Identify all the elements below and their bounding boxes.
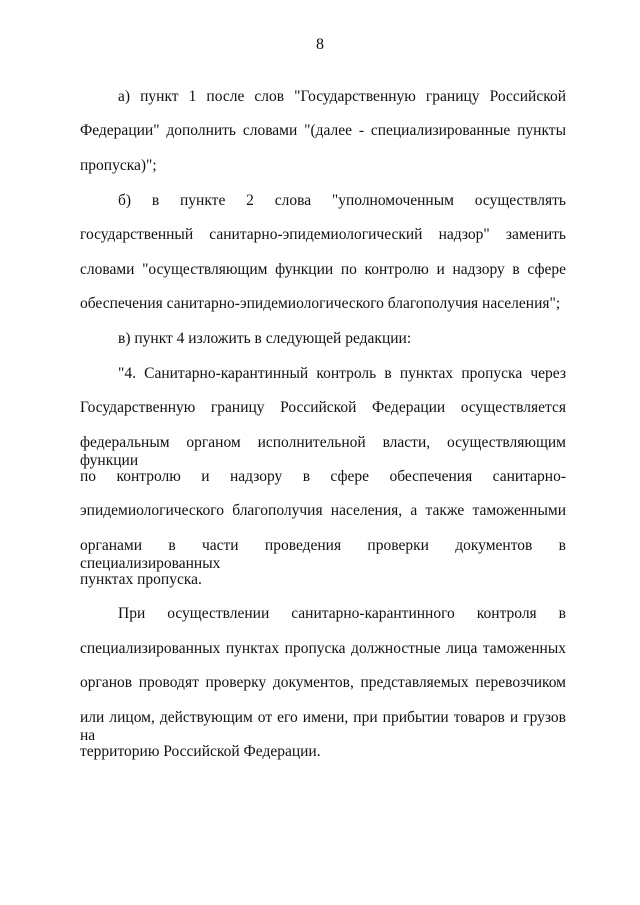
text-line: органами в части проведения проверки документов в специализированных bbox=[80, 537, 566, 572]
text-line: словами "осуществляющим функции по контролю и надзору в сфере bbox=[80, 261, 566, 278]
text-line: по контролю и надзору в сфере обеспечения санитарно- bbox=[80, 468, 566, 485]
text-line: пунктах пропуска. bbox=[80, 571, 202, 588]
text-line: пропуска)"; bbox=[80, 157, 157, 174]
text-line: "4. Санитарно-карантинный контроль в пунктах пропуска через bbox=[118, 365, 566, 382]
text-line: или лицом, действующим от его имени, при прибытии товаров и грузов на bbox=[80, 709, 566, 744]
text-line: При осуществлении санитарно-карантинного контроля в bbox=[118, 605, 566, 622]
text-line: эпидемиологического благополучия населения, а также таможенными bbox=[80, 502, 566, 519]
text-line: федеральным органом исполнительной власти, осуществляющим функции bbox=[80, 434, 566, 469]
text-line: территорию Российской Федерации. bbox=[80, 743, 321, 760]
text-line: в) пункт 4 изложить в следующей редакции: bbox=[118, 330, 412, 347]
text-line: обеспечения санитарно-эпидемиологического благополучия населения"; bbox=[80, 295, 561, 312]
text-line: б) в пункте 2 слова "уполномоченным осуществлять bbox=[118, 192, 566, 209]
text-line: а) пункт 1 после слов "Государственную границу Российской bbox=[118, 88, 566, 105]
text-line: специализированных пунктах пропуска должностные лица таможенных bbox=[80, 640, 566, 657]
text-line: органов проводят проверку документов, представляемых перевозчиком bbox=[80, 674, 566, 691]
page-number: 8 bbox=[316, 36, 324, 53]
text-line: Федерации" дополнить словами "(далее - специализированные пункты bbox=[80, 122, 566, 139]
text-line: Государственную границу Российской Федерации осуществляется bbox=[80, 399, 566, 416]
text-line: государственный санитарно-эпидемиологический надзор" заменить bbox=[80, 226, 566, 243]
